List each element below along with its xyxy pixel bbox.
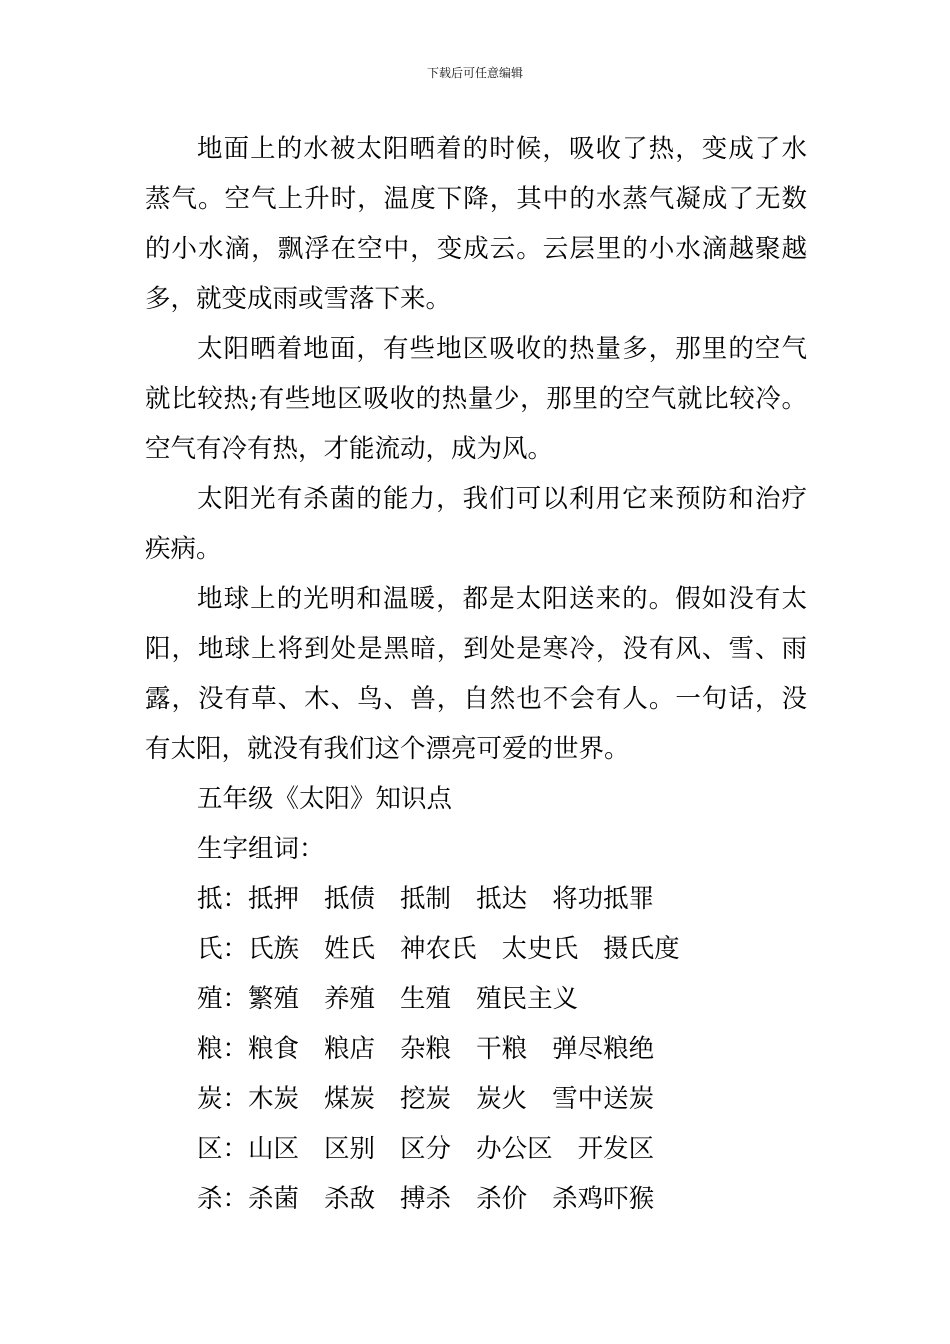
vocab-word: 弹尽粮绝	[552, 1034, 655, 1064]
vocab-word: 杀菌	[248, 1184, 300, 1214]
vocab-character: 炭：	[197, 1084, 249, 1114]
vocab-row	[145, 1124, 807, 1174]
vocab-word: 姓氏	[324, 934, 376, 964]
vocab-word: 养殖	[324, 984, 376, 1014]
vocab-word: 区分	[400, 1134, 452, 1164]
vocab-word: 氏族	[248, 934, 300, 964]
vocab-word: 杀敌	[324, 1184, 376, 1214]
vocab-row	[145, 924, 807, 974]
vocab-row	[145, 1024, 807, 1074]
vocab-word: 杀价	[476, 1184, 528, 1214]
paragraph: 太阳晒着地面，有些地区吸收的热量多，那里的空气就比较热;有些地区吸收的热量少，那里的空气就比较冷。空气有冷有热，才能流动，成为风。	[145, 334, 807, 464]
vocab-character: 氏：	[197, 934, 249, 964]
vocab-word: 抵制	[400, 884, 452, 914]
vocab-word: 殖民主义	[476, 984, 579, 1014]
vocab-word: 木炭	[248, 1084, 300, 1114]
vocab-word: 抵达	[476, 884, 528, 914]
vocab-label: 生字组词：	[197, 834, 325, 864]
vocab-word: 区别	[324, 1134, 376, 1164]
vocab-word: 干粮	[476, 1034, 528, 1064]
vocab-word: 煤炭	[324, 1084, 376, 1114]
vocab-word: 开发区	[577, 1134, 655, 1164]
vocab-character: 杀：	[197, 1184, 249, 1214]
vocab-word: 粮店	[324, 1034, 376, 1064]
page-header: 下载后可任意编辑	[426, 66, 523, 80]
vocab-word: 将功抵罪	[552, 884, 655, 914]
vocab-row	[145, 874, 807, 924]
vocab-word: 搏杀	[400, 1184, 452, 1214]
document-body	[145, 124, 807, 1224]
vocab-word: 雪中送炭	[552, 1084, 655, 1114]
vocab-word: 抵债	[324, 884, 376, 914]
vocab-word: 炭火	[476, 1084, 528, 1114]
vocab-word: 神农氏	[400, 934, 477, 964]
vocab-list	[145, 874, 807, 1224]
vocab-word: 杀鸡吓猴	[552, 1184, 655, 1214]
vocab-word: 山区	[248, 1134, 300, 1164]
vocab-row	[145, 1174, 807, 1224]
vocab-character: 抵：	[197, 884, 249, 914]
vocab-row	[145, 974, 807, 1024]
paragraph: 地面上的水被太阳晒着的时候，吸收了热，变成了水蒸气。空气上升时，温度下降，其中的水蒸气凝成了无数的小水滴，飘浮在空中，变成云。云层里的小水滴越聚越多，就变成雨或雪落下来。	[145, 134, 807, 314]
vocab-word: 抵押	[248, 884, 300, 914]
vocab-row	[145, 1074, 807, 1124]
vocab-word: 粮食	[248, 1034, 300, 1064]
vocab-character: 区：	[197, 1134, 249, 1164]
vocab-character: 殖：	[197, 984, 249, 1014]
vocab-word: 摄氏度	[603, 934, 680, 964]
vocab-word: 生殖	[400, 984, 452, 1014]
vocab-word: 杂粮	[400, 1034, 452, 1064]
vocab-word: 办公区	[476, 1134, 553, 1164]
section-title: 五年级《太阳》知识点	[197, 784, 453, 814]
vocab-character: 粮：	[197, 1034, 249, 1064]
vocab-word: 挖炭	[400, 1084, 452, 1114]
vocab-word: 繁殖	[248, 984, 300, 1014]
paragraph: 地球上的光明和温暖，都是太阳送来的。假如没有太阳，地球上将到处是黑暗，到处是寒冷，没有风、雪、雨露，没有草、木、鸟、兽，自然也不会有人。一句话，没有太阳，就没有我们这个漂亮可爱的世界。	[145, 584, 807, 764]
vocab-word: 太史氏	[501, 934, 579, 964]
paragraph: 太阳光有杀菌的能力，我们可以利用它来预防和治疗疾病。	[145, 484, 807, 564]
